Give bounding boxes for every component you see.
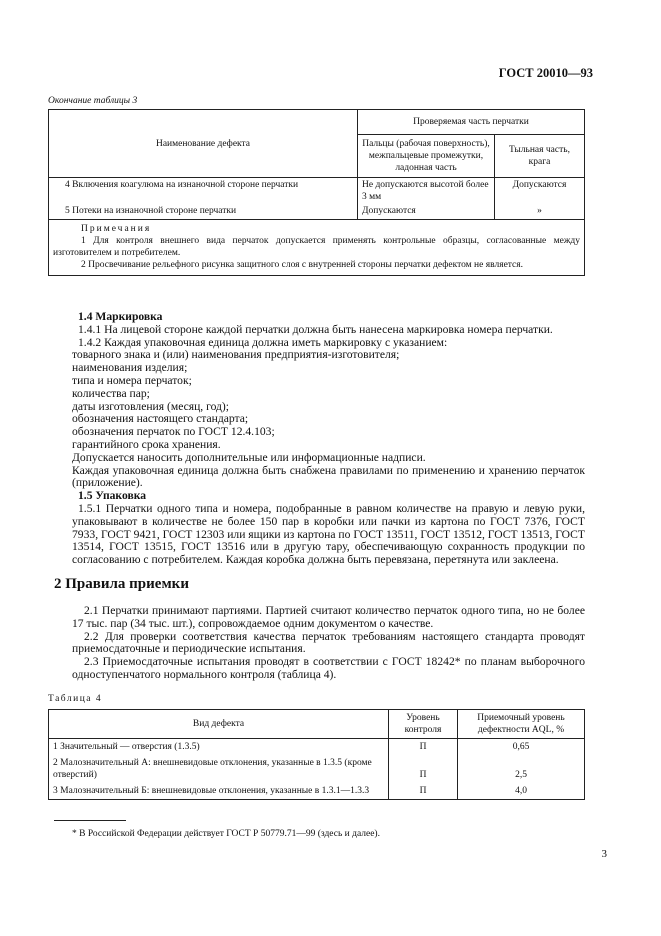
section-2 — [72, 605, 585, 682]
table3-cell-back: Допускаются — [495, 178, 585, 205]
list-item: типа и номера перчаток; — [72, 373, 192, 387]
table3-header-fingers: Пальцы (рабочая поверхность), межпальцевые промежутки, ладонная часть — [358, 135, 495, 178]
paragraph: Каждая упаковочная единица должна быть снабжена правилами по применению и хранению перчаток (приложение). — [72, 463, 585, 490]
note-item: 2 Просвечивание рельефного рисунка защитного слоя с внутренней стороны перчатки дефектом не является. — [81, 260, 524, 270]
table4-cell-defect: 1 Значительный — отверстия (1.3.5) — [49, 739, 389, 756]
table4-header-level: Уровень контроля — [389, 710, 458, 739]
table-row — [49, 178, 585, 205]
list-item: наименования изделия; — [72, 361, 188, 375]
list-item: товарного знака и (или) наименования предприятия-изготовителя; — [72, 348, 400, 362]
table4-caption: Таблица 4 — [48, 694, 103, 704]
paragraph: 2.3 Приемосдаточные испытания проводят в соответствии с ГОСТ 18242* по планам выборочного одноступенчатого нормального контроля (таблица 4). — [72, 655, 585, 681]
table3-header-group: Проверяемая часть перчатки — [358, 110, 585, 135]
table3-cell-name: 4 Включения коагулюма на изнаночной стороне перчатки — [49, 178, 358, 205]
document-code: ГОСТ 20010—93 — [498, 66, 593, 80]
table3-cell-fingers: Допускаются — [358, 204, 495, 220]
list-item: количества пар; — [72, 386, 150, 400]
note-item: 1 Для контроля внешнего вида перчаток допускается применять контрольные образцы, согласованные между изготовителем и потребителем. — [53, 236, 580, 258]
marking-heading: 1.4 Маркировка — [78, 310, 163, 323]
table4-cell-level: П — [389, 739, 458, 756]
table3-header-back: Тыльная часть, крага — [495, 135, 585, 178]
list-item: гарантийного срока хранения. — [72, 437, 221, 451]
table4-cell-level: П — [389, 755, 458, 783]
table4-cell-aql: 2,5 — [458, 755, 585, 783]
table4-cell-aql: 0,65 — [458, 739, 585, 756]
paragraph: 1.4.2 Каждая упаковочная единица должна иметь маркировку с указанием: — [78, 335, 448, 349]
paragraph: Допускается наносить дополнительные или информационные надписи. — [72, 450, 426, 464]
paragraph: 1.4.1 На лицевой стороне каждой перчатки должна быть нанесена маркировка номера перчатки. — [78, 322, 553, 336]
notes-title: Примечания — [81, 224, 152, 234]
table4-header-aql: Приемочный уровень дефектности AQL, % — [458, 710, 585, 739]
table3-header-name: Наименование дефекта — [49, 110, 358, 178]
section-1-4-1-5 — [72, 311, 585, 567]
paragraph: 2.1 Перчатки принимают партиями. Партией считают количество перчаток одного типа, но не более 17 тыс. пар (34 тыс. шт.), сопровождаемое одним документом о качестве. — [72, 604, 585, 630]
list-item: обозначения настоящего стандарта; — [72, 412, 249, 426]
paragraph: 1.5.1 Перчатки одного типа и номера, подобранные в равном количестве на правую и левую руки, упаковывают в количестве не более 150 пар в коробки или пачки из картона по ГОСТ 7376, ГОСТ 7933, ГОСТ 9421, ГОСТ 12303 или ящики из картона по ГОСТ 13511, ГОСТ 13512, ГОСТ 13513, ГОСТ 13514, ГОСТ 13515, ГОСТ 13516 или в другую тару, обеспечивающую сохранность продукции по согласованию с потребителем. Каждая коробка должна быть перевязана, перетянута или заклеена. — [72, 501, 585, 567]
table3-caption: Окончание таблицы 3 — [48, 96, 138, 106]
footnote: * В Российской Федерации действует ГОСТ Р 50779.71—99 (здесь и далее). — [72, 829, 380, 839]
table3 — [48, 109, 585, 276]
table3-notes — [49, 220, 585, 276]
section-2-heading: 2 Правила приемки — [54, 576, 189, 592]
table4-cell-defect: 3 Малозначительный Б: внешневидовые отклонения, указанные в 1.3.1—1.3.3 — [49, 783, 389, 800]
table3-cell-name: 5 Потеки на изнаночной стороне перчатки — [49, 204, 358, 220]
table-row — [49, 755, 585, 783]
table4 — [48, 709, 585, 800]
table3-cell-back: » — [495, 204, 585, 220]
table-row — [49, 204, 585, 220]
paragraph: 2.2 Для проверки соответствия качества перчаток требованиям настоящего стандарта проводят приемосдаточные и периодические испытания. — [72, 629, 585, 656]
table3-cell-fingers: Не допускаются высотой более 3 мм — [358, 178, 495, 205]
table4-header-defect: Вид дефекта — [49, 710, 389, 739]
page-number: 3 — [601, 848, 607, 860]
list-item: обозначения перчаток по ГОСТ 12.4.103; — [72, 425, 275, 439]
footnote-divider — [54, 820, 126, 821]
list-item: даты изготовления (месяц, год); — [72, 399, 230, 413]
table4-cell-aql: 4,0 — [458, 783, 585, 800]
table4-cell-level: П — [389, 783, 458, 800]
table4-cell-defect: 2 Малозначительный А: внешневидовые отклонения, указанные в 1.3.5 (кроме отверстий) — [49, 755, 389, 783]
table-row — [49, 783, 585, 800]
packing-heading: 1.5 Упаковка — [78, 489, 147, 503]
table-row — [49, 739, 585, 756]
